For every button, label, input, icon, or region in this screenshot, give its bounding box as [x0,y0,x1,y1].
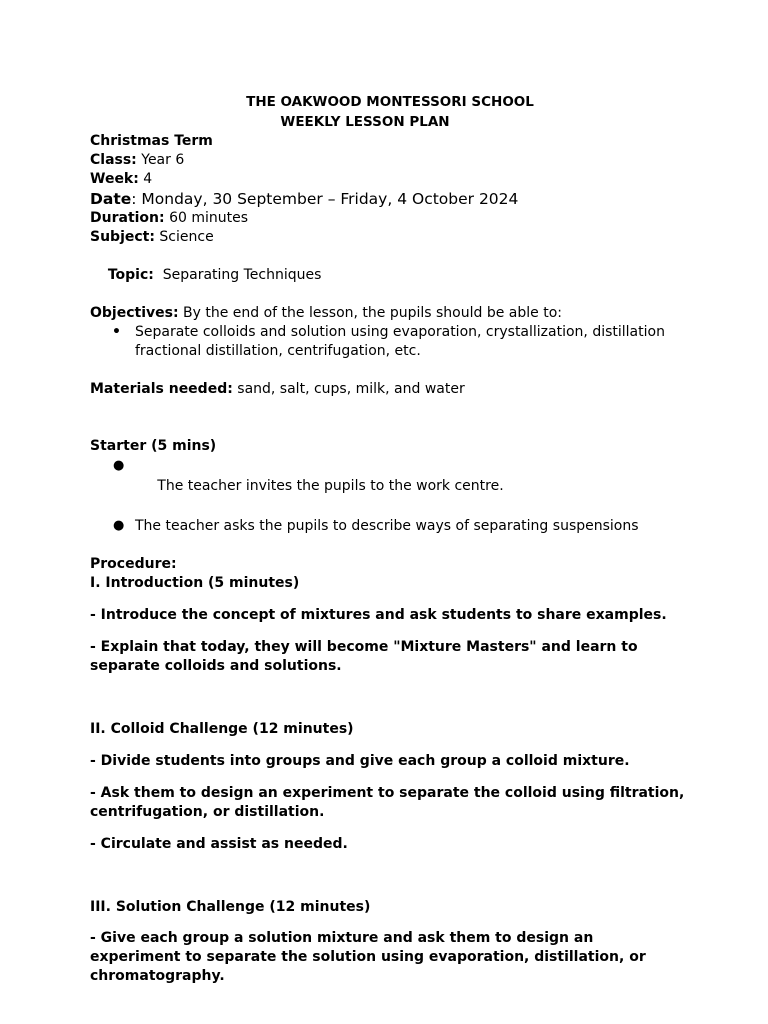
duration-label: Duration: [90,210,165,226]
subject-row [90,228,690,247]
solution-step-1 [90,929,690,986]
objective-item [90,323,690,361]
date-value: : Monday, 30 September – Friday, 4 October 2024 [131,190,519,208]
class-row [90,151,690,170]
subject-label: Subject: [90,229,155,245]
date-row [90,189,690,209]
objective-line-2: fractional distillation, centrifugation, etc. [135,343,421,359]
date-label: Date [90,190,132,208]
week-value: 4 [138,171,153,187]
week-row [90,170,690,189]
dot-bullet-icon: ● [113,518,125,533]
materials-value: sand, salt, cups, milk, and water [232,381,465,397]
materials-label: Materials needed: [90,381,233,397]
objective-line-1: Separate colloids and solution using evaporation, crystallization, distillation [135,324,665,340]
objectives-label: Objectives: [90,305,179,321]
colloid-step-2 [90,784,690,822]
procedure-heading: Procedure: [90,556,177,572]
solution-step-1-line-2: experiment to separate the solution using evaporation, distillation, or [90,949,646,965]
introduction-step-2-line-2: separate colloids and solutions. [90,658,342,674]
week-label: Week: [90,171,139,187]
starter-heading: Starter (5 mins) [90,438,217,454]
solution-step-1-line-1: - Give each group a solution mixture and ask them to design an [90,930,594,946]
duration-value: 60 minutes [164,210,249,226]
topic-value: Separating Techniques [153,267,322,283]
introduction-heading: I. Introduction (5 minutes) [90,575,300,591]
colloid-step-2-line-2: centrifugation, or distillation. [90,804,325,820]
duration-row [90,209,690,228]
objectives-value: By the end of the lesson, the pupils should be able to: [178,305,562,321]
lesson-plan-document [90,92,690,986]
materials-row [90,380,690,399]
solution-step-1-line-3: chromatography. [90,968,225,984]
school-name: THE OAKWOOD MONTESSORI SCHOOL [246,94,534,110]
colloid-step-2-line-1: - Ask them to design an experiment to separate the colloid using filtration, [90,785,685,801]
introduction-step-2 [90,638,690,676]
dot-bullet-icon: ● [113,458,125,473]
colloid-step-1: - Divide students into groups and give each group a colloid mixture. [90,753,630,769]
solution-challenge-heading: III. Solution Challenge (12 minutes) [90,899,371,915]
starter-item-text: The teacher asks the pupils to describe ways of separating suspensions [135,518,639,534]
colloid-challenge-heading: II. Colloid Challenge (12 minutes) [90,721,354,737]
introduction-step-1: - Introduce the concept of mixtures and ask students to share examples. [90,607,667,623]
objectives-row [90,304,690,323]
term: Christmas Term [90,133,213,149]
subject-value: Science [154,229,214,245]
colloid-step-3: - Circulate and assist as needed. [90,836,348,852]
class-value: Year 6 [136,152,185,168]
topic-label: Topic: [107,267,154,283]
class-label: Class: [90,152,137,168]
topic-row [90,247,690,304]
introduction-step-2-line-1: - Explain that today, they will become "Mixture Masters" and learn to [90,639,638,655]
bullet-icon: • [112,324,121,340]
plan-title: WEEKLY LESSON PLAN [280,114,450,130]
starter-item [90,456,690,516]
starter-item [90,516,690,536]
starter-item-text: The teacher invites the pupils to the work centre. [152,478,504,494]
